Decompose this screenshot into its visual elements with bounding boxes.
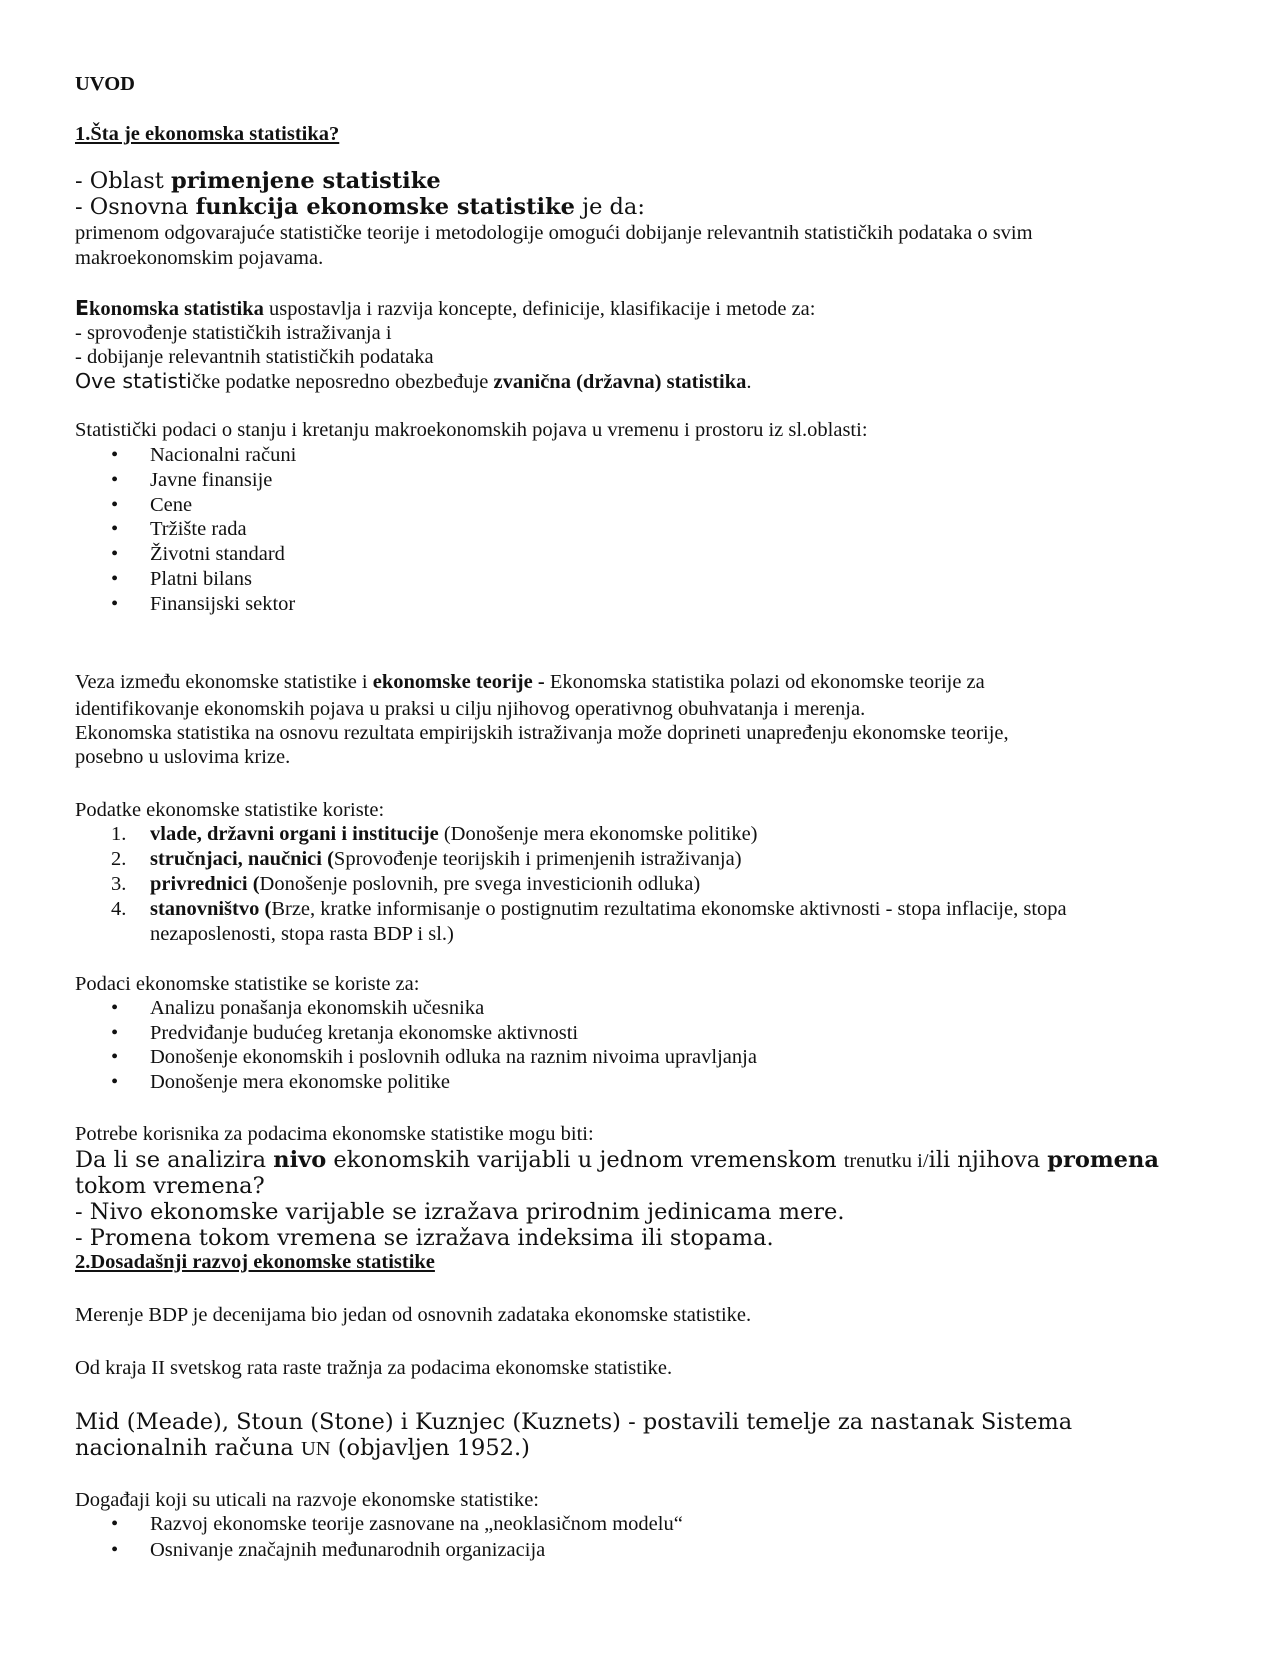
list-item: • Cene	[111, 494, 193, 516]
ek-bold: konomska statistika	[89, 298, 264, 320]
oblasti-list	[75, 443, 1075, 617]
list-item: • Osnivanje značajnih međunarodnih organizacija	[111, 1539, 546, 1561]
ove-rest: čke podatke neposredno obezbeđuje	[191, 371, 494, 393]
mid-line-1: Mid (Meade), Stoun (Stone) i Kuznjec (Kuznets) - postavili temelje za nastanak Sistema	[75, 1409, 1073, 1435]
od-kraja-line: Od kraja II svetskog rata raste tražnja za podacima ekonomske statistike.	[75, 1357, 673, 1379]
veza-line-2: identifikovanje ekonomskih pojava u praksi u cilju njihovog operativnog obuhvatanja i merenja.	[75, 698, 866, 720]
bullet-icon: •	[111, 997, 119, 1019]
list-item: • Javne finansije	[111, 469, 273, 491]
veza-bold: ekonomske teorije -	[372, 671, 545, 693]
potrebe-line: Potrebe korisnika za podacima ekonomske statistike mogu biti:	[75, 1123, 594, 1145]
list-item: 1. vlade, državni organi i institucije (Donošenje mera ekonomske politike)	[111, 823, 758, 845]
ekonomska-statistika-teorija-1: Ekonomska statistika na osnovu rezultata empirijskih istraživanja može doprineti unapređenju ekonomske teorije,	[75, 722, 1009, 744]
bullet-icon: •	[111, 1046, 119, 1068]
ove-sans: Ove statisti	[75, 369, 192, 393]
namene-list	[75, 996, 1075, 1095]
veza-line-1: Veza između ekonomske statistike i ekonomske teorije - Ekonomska statistika polazi od ekonomske teorije za	[75, 671, 985, 693]
oblast-line	[75, 168, 441, 194]
dogadjaji-intro: Događaji koji su uticali na razvoje ekonomske statistike:	[75, 1489, 539, 1511]
list-item: 3. privrednici (Donošenje poslovnih, pre svega investicionih odluka)	[111, 873, 701, 895]
section-1-heading: 1.Šta je ekonomska statistika?	[75, 123, 340, 145]
podaci-intro: Statistički podaci o stanju i kretanju makroekonomskih pojava u vremenu i prostoru iz sl.oblasti:	[75, 419, 868, 441]
bullet-icon: •	[111, 1071, 119, 1093]
list-item: • Finansijski sektor	[111, 593, 296, 615]
list-item: • Donošenje mera ekonomske politike	[111, 1071, 451, 1093]
ove-statisticke-line	[75, 369, 751, 395]
ove-end: .	[746, 371, 752, 393]
koriste-za-intro: Podaci ekonomske statistike se koriste za:	[75, 973, 420, 995]
list-item: • Analizu ponašanja ekonomskih učesnika	[111, 997, 485, 1019]
koriste-intro: Podatke ekonomske statistike koriste:	[75, 799, 385, 821]
bullet-icon: •	[111, 543, 119, 565]
korisnici-list	[75, 822, 1185, 947]
oblast-bold: primenjene statistike	[170, 168, 441, 194]
bullet-icon: •	[111, 469, 119, 491]
page-title: UVOD	[75, 73, 135, 95]
osnovna-suffix: je da:	[574, 194, 645, 220]
bullet-icon: •	[111, 1513, 119, 1535]
osnovna-prefix: - Osnovna	[75, 194, 196, 220]
ekonomska-statistika-line	[75, 296, 815, 322]
ek-first-letter: E	[75, 296, 90, 320]
primenom-line-2: makroekonomskim pojavama.	[75, 247, 324, 269]
promena-line: - Promena tokom vremena se izražava indeksima ili stopama.	[75, 1225, 774, 1251]
list-item: • Životni standard	[111, 543, 285, 565]
section-2-heading: 2.Dosadašnji razvoj ekonomske statistike	[75, 1251, 435, 1273]
oblast-prefix: - Oblast	[75, 168, 171, 194]
bullet-icon: •	[111, 518, 119, 540]
promena-bold: promena	[1047, 1147, 1159, 1173]
ek-rest: uspostavlja i razvija koncepte, definicije, klasifikacije i metode za:	[263, 298, 816, 320]
bullet-icon: •	[111, 1539, 119, 1561]
list-item: 2. stručnjaci, naučnici (Sprovođenje teorijskih i primenjenih istraživanja)	[111, 848, 742, 870]
ove-bold: zvanična (državna) statistika	[493, 371, 747, 393]
osnovna-line	[75, 194, 645, 220]
list-item: 4. stanovništvo (Brze, kratke informisanje o postignutim rezultatima ekonomske aktivnosti - stopa inflacije, stopa nezaposlenosti, stopa rasta BDP i sl.)	[111, 898, 1067, 945]
osnovna-bold: funkcija ekonomske statistike	[195, 194, 575, 220]
mid-line-2: nacionalnih računa UN (objavljen 1952.)	[75, 1435, 530, 1461]
tokom-vremena-line: tokom vremena?	[75, 1173, 265, 1199]
bullet-icon: •	[111, 568, 119, 590]
bullet-icon: •	[111, 444, 119, 466]
dogadjaji-list	[75, 1512, 1075, 1563]
merenje-line: Merenje BDP je decenijama bio jedan od osnovnih zadataka ekonomske statistike.	[75, 1304, 752, 1326]
bullet-icon: •	[111, 494, 119, 516]
bullet-icon: •	[111, 593, 119, 615]
list-item: • Donošenje ekonomskih i poslovnih odluka na raznim nivoima upravljanja	[111, 1046, 757, 1068]
list-item: • Platni bilans	[111, 568, 252, 590]
da-li-line: Da li se analizira nivo ekonomskih varijabli u jednom vremenskom trenutku i/ili njihova promena	[75, 1147, 1159, 1173]
list-item: • Razvoj ekonomske teorije zasnovane na „neoklasičnom modelu“	[111, 1513, 683, 1535]
dobijanje-line: - dobijanje relevantnih statističkih podataka	[75, 346, 434, 368]
list-item: • Predviđanje budućeg kretanja ekonomske aktivnosti	[111, 1022, 579, 1044]
sprovodjenje-line: - sprovođenje statističkih istraživanja i	[75, 322, 392, 344]
bullet-icon: •	[111, 1022, 119, 1044]
ekonomska-statistika-teorija-2: posebno u uslovima krize.	[75, 746, 291, 768]
nivo-bold: nivo	[273, 1147, 327, 1173]
list-item: • Nacionalni računi	[111, 444, 297, 466]
list-item: • Tržište rada	[111, 518, 247, 540]
primenom-line-1: primenom odgovarajuće statističke teorije i metodologije omogući dobijanje relevantnih statističkih podataka o svim	[75, 222, 1033, 244]
nivo-line: - Nivo ekonomske varijable se izražava prirodnim jedinicama mere.	[75, 1199, 845, 1225]
